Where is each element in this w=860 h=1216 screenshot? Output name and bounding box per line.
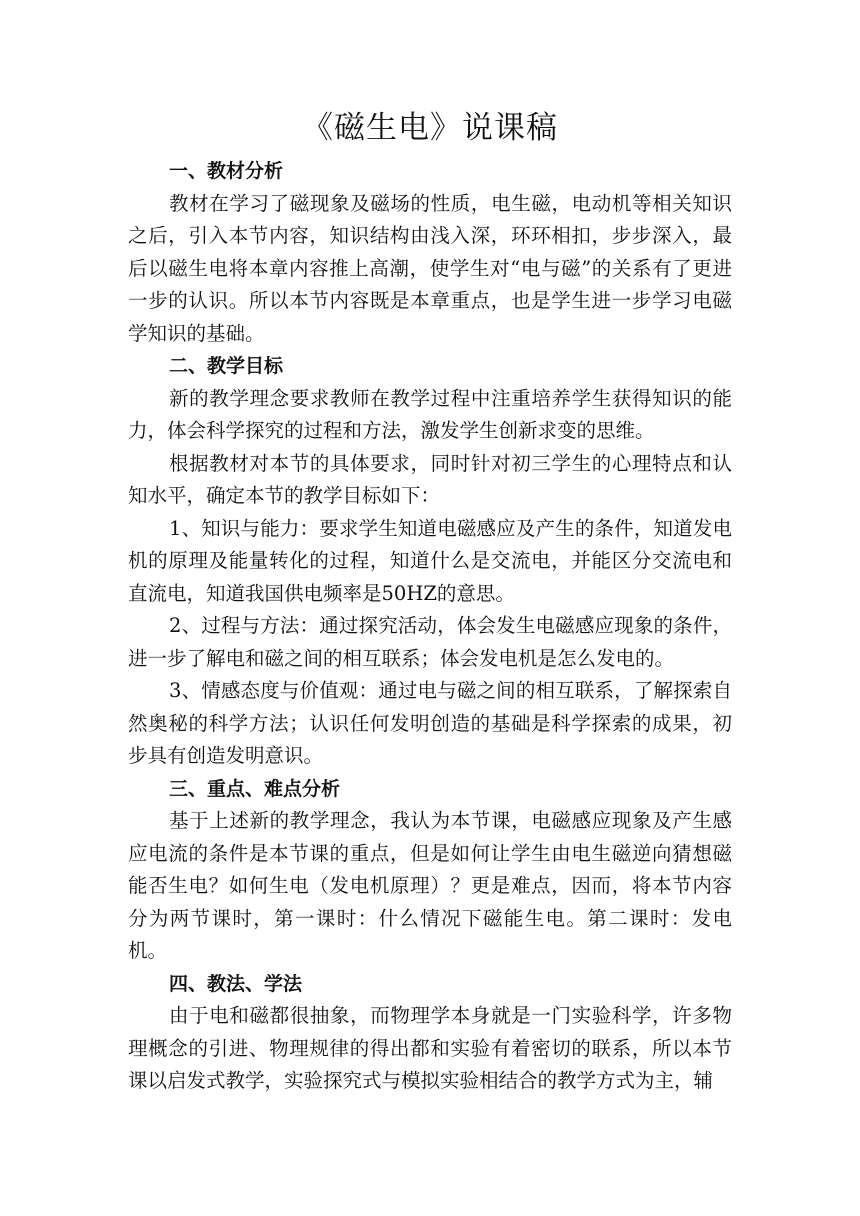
paragraph: 3、情感态度与价值观：通过电与磁之间的相互联系，了解探索自然奥秘的科学方法；认识任何发明创造的基础是科学探索的成果，初步具有创造发明意识。	[128, 679, 732, 767]
section-methods	[128, 968, 732, 1098]
section-textbook-analysis	[128, 155, 732, 350]
paragraph: 根据教材对本节的具体要求，同时针对初三学生的心理特点和认知水平，确定本节的教学目标如下：	[128, 451, 732, 507]
paragraph: 教材在学习了磁现象及磁场的性质，电生磁，电动机等相关知识之后，引入本节内容，知识结构由浅入深，环环相扣，步步深入，最后以磁生电将本章内容推上高潮，使学生对“电与磁”的关系有了更进一步的认识。所以本节内容既是本章重点，也是学生进一步学习电磁学知识的基础。	[128, 191, 732, 345]
paragraph: 基于上述新的教学理念，我认为本节课，电磁感应现象及产生感应电流的条件是本节课的重点，但是如何让学生由电生磁逆向猜想磁能否生电？如何生电（发电机原理）？更是难点，因而，将本节内容分为两节课时，第一课时：什么情况下磁能生电。第二课时：发电机。	[128, 809, 732, 962]
document-body	[128, 155, 732, 1098]
paragraph: 新的教学理念要求教师在教学过程中注重培养学生获得知识的能力，体会科学探究的过程和方法，激发学生创新求变的思维。	[128, 386, 732, 442]
paragraph: 由于电和磁都很抽象，而物理学本身就是一门实验科学，许多物理概念的引进、物理规律的得出都和实验有着密切的联系，所以本节课以启发式教学，实验探究式与模拟实验相结合的教学方式为主，辅	[128, 1004, 732, 1092]
section-heading: 二、教学目标	[169, 355, 284, 377]
document-title: 《磁生电》说课稿	[302, 110, 558, 146]
section-heading: 三、重点、难点分析	[169, 777, 341, 800]
section-heading: 一、教材分析	[169, 160, 284, 182]
section-heading: 四、教法、学法	[169, 972, 303, 995]
section-teaching-goals	[128, 350, 732, 773]
paragraph: 2、过程与方法：通过探究活动，体会发生电磁感应现象的条件，进一步了解电和磁之间的相互联系；体会发电机是怎么发电的。	[128, 614, 732, 670]
paragraph: 1、知识与能力：要求学生知道电磁感应及产生的条件，知道发电机的原理及能量转化的过程，知道什么是交流电，并能区分交流电和直流电，知道我国供电频率是50HZ的意思。	[128, 516, 732, 605]
section-key-points	[128, 773, 732, 968]
